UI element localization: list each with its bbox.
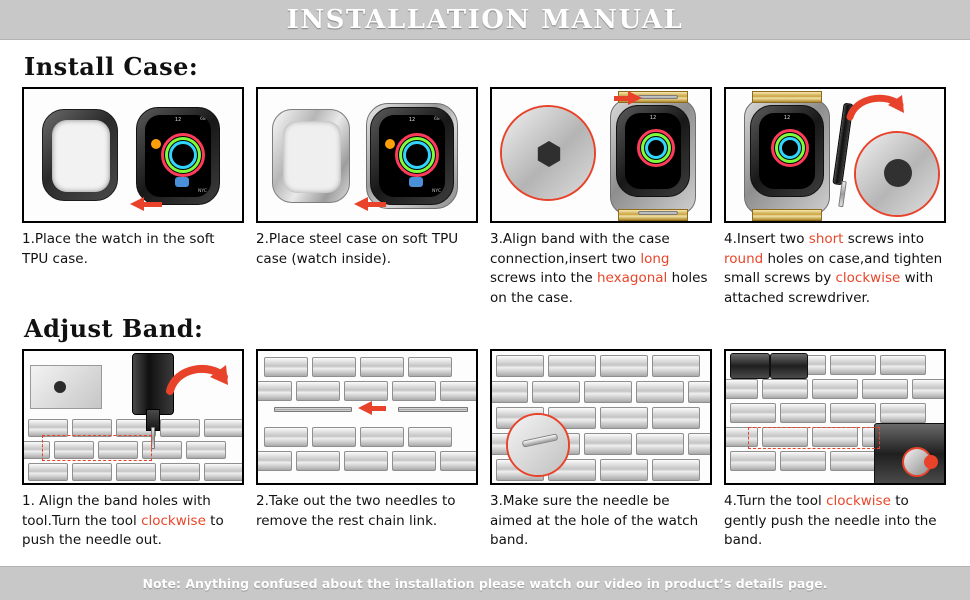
watch-hour-marker-3: 12 — [649, 115, 657, 121]
step-cell-install-2 — [256, 87, 478, 308]
watch-illustration-2 — [370, 107, 454, 205]
watch-battery-complication-2: 68° — [434, 117, 442, 122]
watch-battery-complication: 68° — [200, 117, 208, 122]
tpu-case-illustration — [42, 109, 118, 201]
caption-highlight: clockwise — [141, 512, 206, 529]
watch-illustration-3 — [616, 105, 690, 197]
caption-highlight: short — [808, 231, 844, 247]
watch-illustration — [136, 107, 220, 205]
page-title: INSTALLATION MANUAL — [286, 4, 684, 35]
band-link-gold-top-4 — [752, 91, 822, 103]
activity-ring-stand-3 — [645, 137, 667, 159]
needle-alignment-zoom — [506, 413, 570, 477]
watch-music-complication-2 — [385, 139, 395, 149]
figure-install-2 — [256, 87, 478, 223]
needle-removed-1 — [274, 407, 352, 412]
step-cell-band-3 — [490, 349, 712, 551]
watch-illustration-4 — [750, 105, 824, 197]
round-hole-zoom — [854, 131, 940, 217]
step-cell-band-1 — [22, 349, 244, 551]
watch-screen — [145, 115, 211, 197]
manual-body — [0, 40, 970, 566]
figure-band-4 — [724, 349, 946, 485]
footer-note: Note: Anything confused about the installation please watch our video in product’s details page. — [142, 576, 828, 591]
clockwise-rotation-arrow-band — [166, 359, 230, 399]
watch-hour-marker: 12 — [174, 117, 182, 123]
band-surface-2 — [258, 351, 478, 485]
insert-direction-arrow-1 — [130, 197, 162, 211]
section-title-install-case: Install Case: — [24, 52, 199, 81]
figure-band-2 — [256, 349, 478, 485]
figure-install-1 — [22, 87, 244, 223]
caption-highlight: clockwise — [826, 493, 891, 510]
caption-text: 4.Insert two — [724, 231, 809, 247]
caption-text: 1. Align the band holes with tool.Turn the tool — [22, 493, 211, 529]
activity-ring-stand-4 — [779, 137, 801, 159]
caption-install-2 — [256, 230, 478, 269]
watch-screen-2 — [379, 115, 445, 197]
caption-install-4 — [724, 230, 946, 308]
activity-ring-stand — [169, 141, 197, 169]
caption-install-3 — [490, 230, 712, 308]
figure-band-1 — [22, 349, 244, 485]
caption-highlight: clockwise — [835, 270, 901, 287]
step-cell-install-1 — [22, 87, 244, 308]
steel-case-illustration — [272, 109, 350, 203]
figure-install-4 — [724, 87, 946, 223]
long-screw-2 — [638, 211, 678, 215]
tool-block-top-1 — [730, 353, 770, 379]
caption-band-1 — [22, 492, 244, 551]
band-link-gold-bottom-4 — [752, 209, 822, 221]
remove-direction-arrow — [358, 401, 386, 415]
caption-highlight: round — [724, 250, 764, 267]
tpu-case-opening — [52, 120, 110, 192]
page-header — [0, 0, 970, 40]
activity-ring-stand-2 — [403, 141, 431, 169]
caption-text: 3.Make sure the needle be aimed at the hole of the watch band. — [490, 493, 699, 549]
hexagonal-hole-zoom — [500, 105, 596, 201]
caption-text: to push the needle out. — [22, 512, 224, 549]
section-title-adjust-band: Adjust Band: — [24, 314, 204, 344]
figure-install-3 — [490, 87, 712, 223]
caption-text: holes on the case. — [490, 270, 708, 306]
caption-band-4 — [724, 492, 946, 551]
step-cell-band-4 — [724, 349, 946, 551]
long-screw-1 — [638, 95, 678, 99]
adjust-band-row — [22, 349, 948, 551]
watch-brand-complication-2: NYC — [431, 189, 441, 194]
round-hole-shape — [884, 159, 912, 187]
caption-text: 2.Place steel case on soft TPU case (watch inside). — [256, 231, 459, 267]
caption-band-3 — [490, 492, 712, 551]
caption-text: with attached screwdriver. — [724, 270, 934, 306]
caption-text: screws into — [843, 231, 925, 247]
caption-text: to gently push the needle into the band. — [724, 493, 937, 549]
steel-case-opening — [283, 121, 341, 193]
band-hole-zoom-panel — [30, 365, 102, 409]
needle-removed-2 — [398, 407, 468, 412]
caption-highlight: hexagonal — [596, 270, 668, 287]
install-case-row — [22, 87, 948, 308]
alignment-guide-box — [42, 435, 152, 461]
step-cell-band-2 — [256, 349, 478, 551]
caption-text: 3.Align band with the case connection,insert two — [490, 231, 670, 267]
watch-hour-marker-4: 12 — [783, 115, 791, 121]
watch-weather-complication — [175, 177, 189, 187]
insert-direction-arrow-2 — [354, 197, 386, 211]
step-cell-install-3 — [490, 87, 712, 308]
caption-highlight: long — [640, 250, 670, 267]
clockwise-rotation-arrow — [846, 91, 906, 125]
watch-weather-complication-2 — [409, 177, 423, 187]
caption-text: 4.Turn the tool — [724, 493, 827, 510]
page-footer — [0, 566, 970, 600]
caption-band-2 — [256, 492, 478, 531]
caption-text: 1.Place the watch in the soft TPU case. — [22, 231, 215, 267]
watch-hour-marker-2: 12 — [408, 117, 416, 123]
zoom-background-needle — [508, 415, 568, 475]
caption-text: holes on case,and tighten small screws by — [724, 250, 943, 287]
screw-direction-arrow-1 — [614, 91, 642, 105]
watch-brand-complication: NYC — [197, 189, 207, 194]
tool-block-top-2 — [770, 353, 808, 379]
figure-band-3 — [490, 349, 712, 485]
caption-install-1 — [22, 230, 244, 269]
caption-text: 2.Take out the two needles to remove the rest chain link. — [256, 493, 456, 529]
watch-screen-4 — [759, 113, 815, 189]
step-cell-install-4 — [724, 87, 946, 308]
push-needle-guide-line — [748, 427, 880, 449]
watch-screen-3 — [625, 113, 681, 189]
caption-text: screws into the — [490, 270, 597, 287]
watch-music-complication — [151, 139, 161, 149]
